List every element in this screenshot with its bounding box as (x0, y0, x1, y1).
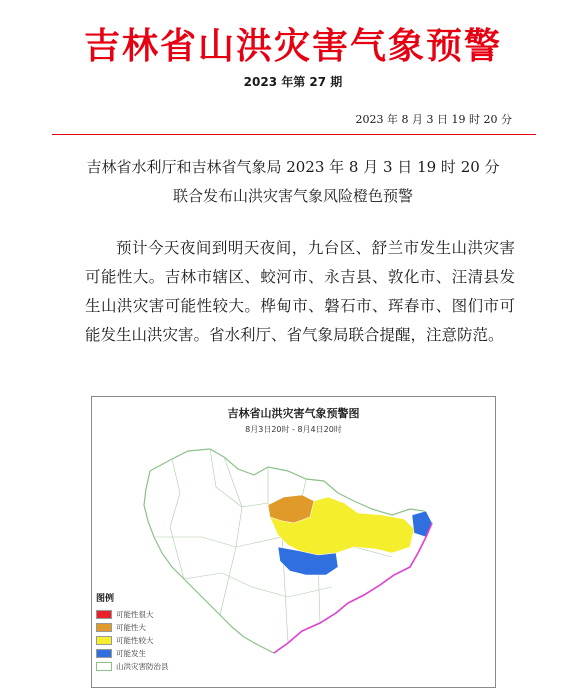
legend-swatch (96, 623, 112, 632)
headline (50, 153, 536, 211)
legend-swatch (96, 636, 112, 645)
issue-datetime: 2023 年 8 月 3 日 19 时 20 分 (355, 113, 512, 126)
body-paragraph: 预计今天夜间到明天夜间，九台区、舒兰市发生山洪灾害可能性大。吉林市辖区、蛟河市、永吉县、敦化市、汪清县发生山洪灾害可能性较大。桦甸市、磐石市、珲春市、图们市可能发生山洪灾害。省水利厅、省气象局联合提醒，注意防范。 (85, 239, 515, 344)
legend-item (96, 634, 169, 647)
legend-label: 可能性大 (116, 623, 146, 632)
headline-line-2: 联合发布山洪灾害气象风险橙色预警 (172, 187, 413, 205)
legend-item (96, 621, 169, 634)
map-legend (96, 591, 169, 673)
map-subtitle: 8月3日20时 - 8月4日20时 (245, 425, 342, 434)
headline-line-1: 吉林省水利厅和吉林省气象局 2023 年 8 月 3 日 19 时 20 分 (86, 158, 500, 176)
legend-title: 图例 (96, 594, 115, 604)
legend-swatch (96, 649, 112, 658)
risk-region-blue-2 (412, 511, 432, 537)
issue-number: 2023 年第 27 期 (243, 75, 343, 89)
warning-map (91, 396, 496, 688)
legend-label: 可能性很大 (116, 610, 154, 619)
legend-item (96, 647, 169, 660)
document-title: 吉林省山洪灾害气象预警 (83, 25, 502, 67)
legend-swatch (96, 662, 112, 671)
legend-item (96, 660, 169, 673)
legend-item (96, 608, 169, 621)
red-divider (52, 134, 536, 135)
legend-label: 可能发生 (116, 649, 146, 658)
legend-label: 可能性较大 (116, 636, 154, 645)
legend-label: 山洪灾害防治县 (116, 662, 169, 671)
map-title: 吉林省山洪灾害气象预警图 (227, 407, 360, 420)
legend-swatch (96, 610, 112, 619)
